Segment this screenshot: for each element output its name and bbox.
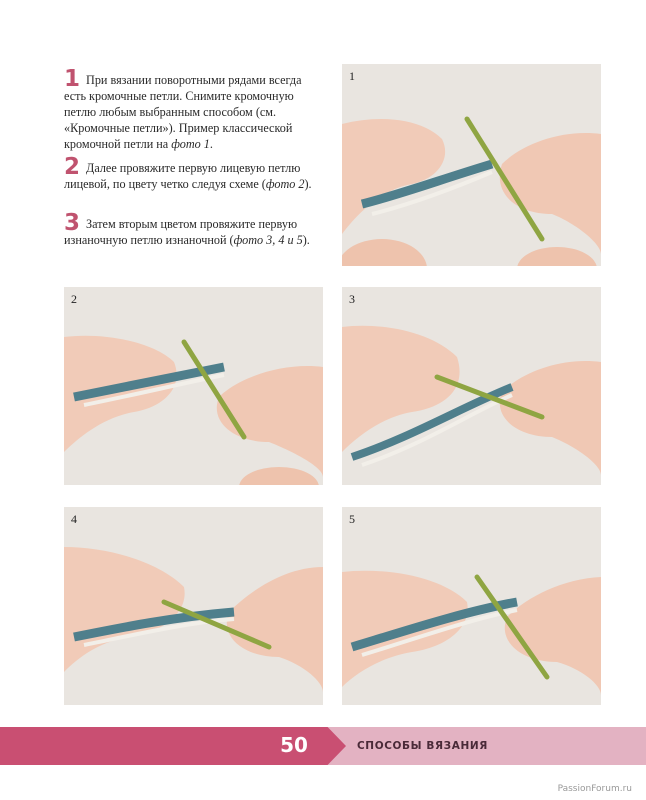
step-text: При вязании поворотными рядами всегда есть кромочные петли. Снимите кромочную петлю любым выбранным способом (см. «Кромочные петли»). Пример классической кромочной петли на [64,73,302,151]
knitting-hands-image [342,507,601,705]
step-3: 3 Затем вторым цветом провяжите первую изнаночную петлю изнаночной (фото 3, 4 и 5). [64,210,310,247]
step-number: 1 [64,66,81,92]
photo-label: 1 [349,69,355,83]
step-photo-ref: фото 1 [171,137,210,151]
watermark: PassionForum.ru [557,784,632,794]
photo-5 [342,507,601,705]
step-number: 3 [64,210,81,236]
photo-label: 2 [71,292,77,306]
step-text: Затем вторым цветом провяжите первую изнаночную петлю изнаночной ( [64,217,298,247]
step-text: Далее провяжите первую лицевую петлю лицевой, по цвету четко следуя схеме ( [64,161,301,191]
photo-4 [64,507,323,705]
photo-label: 5 [349,512,355,526]
photo-2 [64,287,323,485]
step-number: 2 [64,154,81,180]
knitting-hands-image [64,507,323,705]
photo-label: 3 [349,292,355,306]
step-photo-ref: фото 3, 4 и 5 [233,233,303,247]
photo-1 [342,64,601,266]
knitting-hands-image [342,64,601,266]
knitting-hands-image [342,287,601,485]
step-2: 2 Далее провяжите первую лицевую петлю лицевой, по цвету четко следуя схеме (фото 2). [64,154,312,191]
photo-3 [342,287,601,485]
page-number: 50 [280,733,308,757]
footer-band-dark [0,727,300,765]
section-title: СПОСОБЫ ВЯЗАНИЯ [357,740,488,752]
photo-label: 4 [71,512,77,526]
knitting-hands-image [64,287,323,485]
step-1: 1 При вязании поворотными рядами всегда есть кромочные петли. Снимите кромочную петлю любым выбранным способом (см. «Кромочные петли»). Пример классической кромочной петли на фото 1. [64,66,302,151]
step-photo-ref: фото 2 [265,177,305,191]
